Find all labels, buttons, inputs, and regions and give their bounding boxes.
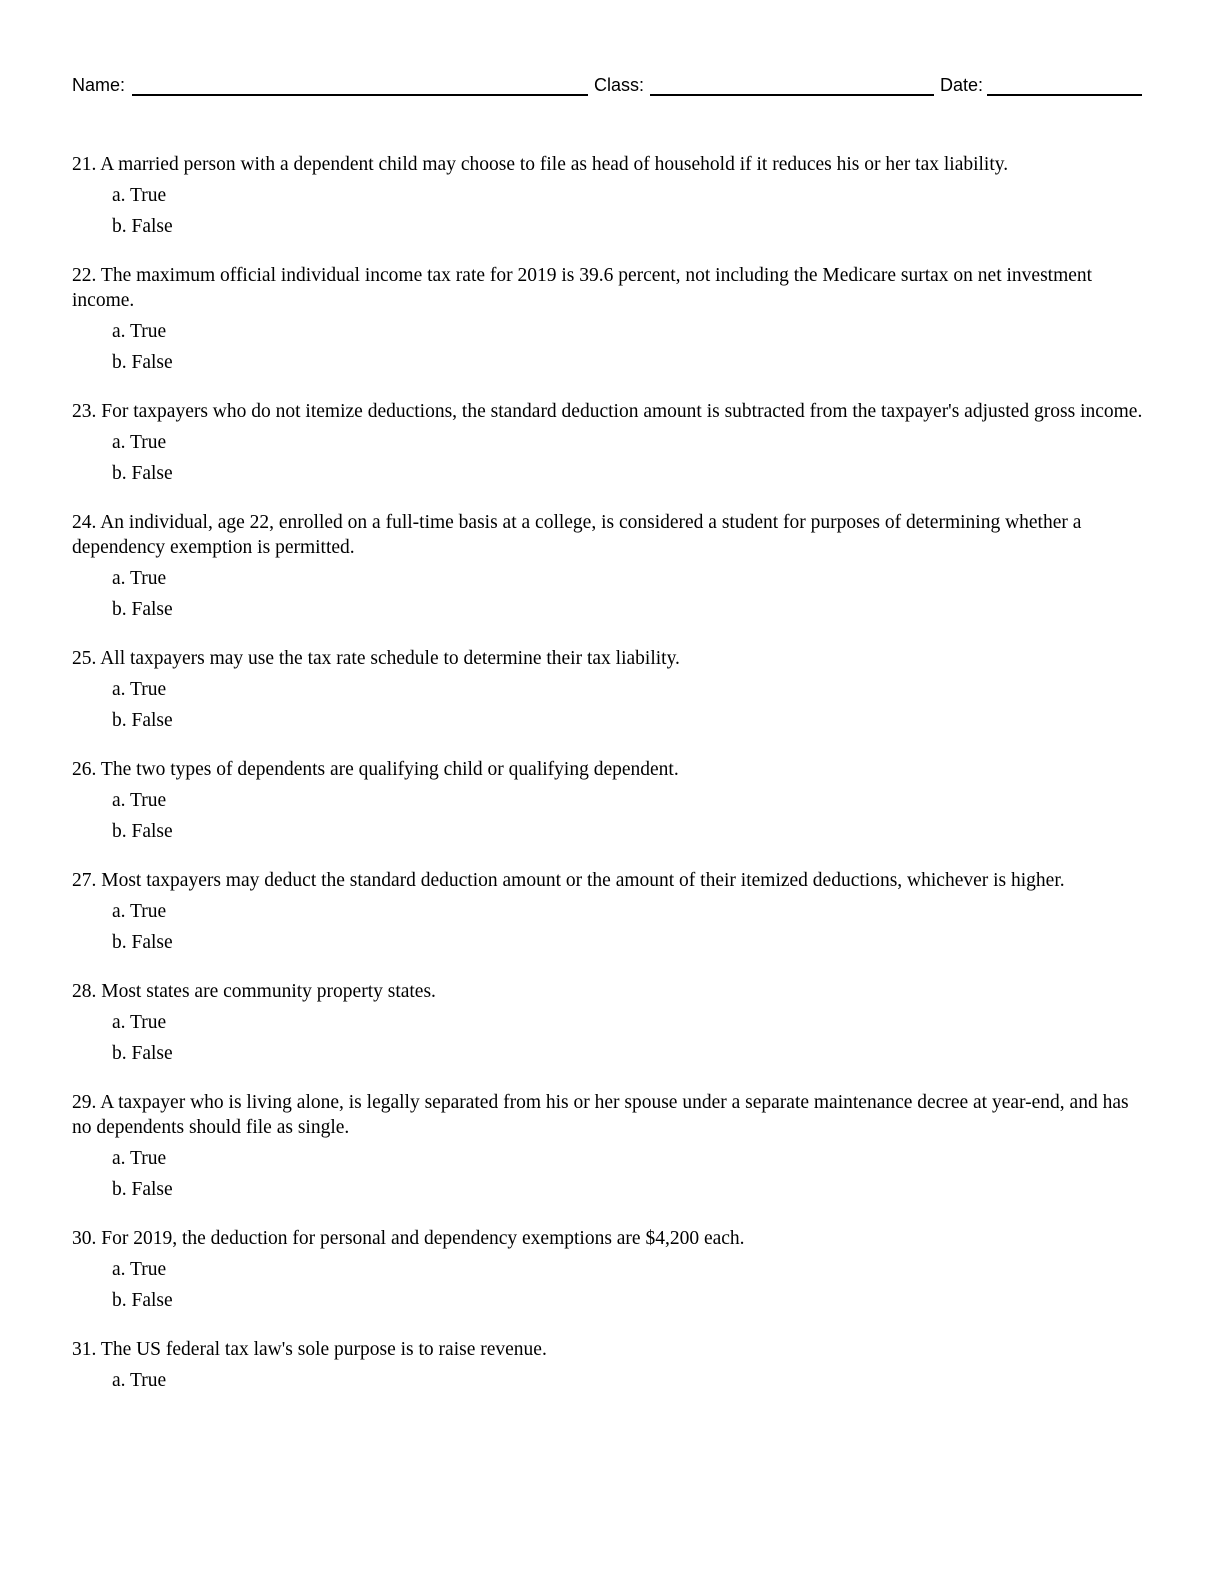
question-number: 27. bbox=[72, 870, 97, 891]
answer-choice[interactable]: a. True bbox=[112, 901, 167, 922]
question-text bbox=[72, 979, 1147, 1004]
answer-choice[interactable]: b. False bbox=[112, 710, 173, 731]
answer-choice[interactable]: b. False bbox=[112, 821, 173, 842]
question-number: 24. bbox=[72, 512, 97, 533]
name-field-line[interactable] bbox=[132, 94, 588, 96]
class-label: Class: bbox=[594, 75, 645, 95]
question-text bbox=[72, 152, 1147, 177]
question-list bbox=[72, 152, 1147, 1417]
answer-choice[interactable]: b. False bbox=[112, 1290, 173, 1311]
answer-choice[interactable]: b. False bbox=[112, 352, 173, 373]
answer-choice[interactable]: a. True bbox=[112, 185, 167, 206]
question-item bbox=[72, 1090, 1147, 1202]
question-number: 31. bbox=[72, 1339, 97, 1360]
name-label: Name: bbox=[72, 75, 126, 95]
question-text bbox=[72, 263, 1147, 313]
answer-choice[interactable]: a. True bbox=[112, 679, 167, 700]
question-item bbox=[72, 399, 1147, 486]
question-statement: The two types of dependents are qualifying child or qualifying dependent. bbox=[100, 759, 679, 780]
question-number: 21. bbox=[72, 154, 97, 175]
question-number: 22. bbox=[72, 265, 97, 286]
question-item bbox=[72, 646, 1147, 733]
question-statement: For 2019, the deduction for personal and dependency exemptions are $4,200 each. bbox=[101, 1228, 745, 1249]
question-item bbox=[72, 979, 1147, 1066]
question-item bbox=[72, 1226, 1147, 1313]
date-field-line[interactable] bbox=[987, 94, 1142, 96]
question-item bbox=[72, 868, 1147, 955]
question-statement: A taxpayer who is living alone, is legally separated from his or her spouse under a separate maintenance decree at year-end, and has no dependents should file as single. bbox=[72, 1092, 1129, 1138]
answer-choice[interactable]: b. False bbox=[112, 1043, 173, 1064]
question-number: 23. bbox=[72, 401, 97, 422]
question-statement: The US federal tax law's sole purpose is to raise revenue. bbox=[100, 1339, 547, 1360]
answer-choice[interactable]: a. True bbox=[112, 1370, 167, 1391]
question-statement: An individual, age 22, enrolled on a full-time basis at a college, is considered a student for purposes of determining whether a dependency exemption is permitted. bbox=[72, 512, 1082, 558]
question-text bbox=[72, 1226, 1147, 1251]
answer-choice[interactable]: b. False bbox=[112, 599, 173, 620]
question-number: 29. bbox=[72, 1092, 97, 1113]
question-text bbox=[72, 868, 1147, 893]
answer-choice[interactable]: b. False bbox=[112, 463, 173, 484]
answer-choice[interactable]: a. True bbox=[112, 321, 167, 342]
answer-choice[interactable]: a. True bbox=[112, 1148, 167, 1169]
answer-choice[interactable]: a. True bbox=[112, 432, 167, 453]
class-field-line[interactable] bbox=[650, 94, 934, 96]
answer-choice[interactable]: b. False bbox=[112, 1179, 173, 1200]
question-text bbox=[72, 646, 1147, 671]
date-label: Date: bbox=[940, 75, 984, 95]
question-statement: Most states are community property states. bbox=[101, 981, 436, 1002]
answer-choice[interactable]: a. True bbox=[112, 790, 167, 811]
question-text bbox=[72, 1337, 1147, 1362]
question-statement: All taxpayers may use the tax rate schedule to determine their tax liability. bbox=[100, 648, 680, 669]
question-text bbox=[72, 1090, 1147, 1140]
question-item bbox=[72, 263, 1147, 375]
question-text bbox=[72, 757, 1147, 782]
question-item bbox=[72, 757, 1147, 844]
question-statement: A married person with a dependent child may choose to file as head of household if it reduces his or her tax liability. bbox=[100, 154, 1009, 175]
question-number: 25. bbox=[72, 648, 97, 669]
question-statement: The maximum official individual income tax rate for 2019 is 39.6 percent, not including the Medicare surtax on net investment income. bbox=[72, 265, 1093, 311]
question-statement: For taxpayers who do not itemize deductions, the standard deduction amount is subtracted from the taxpayer's adjusted gross income. bbox=[101, 401, 1143, 422]
answer-choice[interactable]: a. True bbox=[112, 568, 167, 589]
question-statement: Most taxpayers may deduct the standard deduction amount or the amount of their itemized deductions, whichever is higher. bbox=[101, 870, 1065, 891]
question-text bbox=[72, 510, 1147, 560]
question-item bbox=[72, 1337, 1147, 1393]
answer-choice[interactable]: b. False bbox=[112, 932, 173, 953]
question-number: 26. bbox=[72, 759, 97, 780]
question-number: 28. bbox=[72, 981, 97, 1002]
question-item bbox=[72, 510, 1147, 622]
question-number: 30. bbox=[72, 1228, 97, 1249]
answer-choice[interactable]: a. True bbox=[112, 1012, 167, 1033]
answer-choice[interactable]: b. False bbox=[112, 216, 173, 237]
answer-choice[interactable]: a. True bbox=[112, 1259, 167, 1280]
question-item bbox=[72, 152, 1147, 239]
question-text bbox=[72, 399, 1147, 424]
